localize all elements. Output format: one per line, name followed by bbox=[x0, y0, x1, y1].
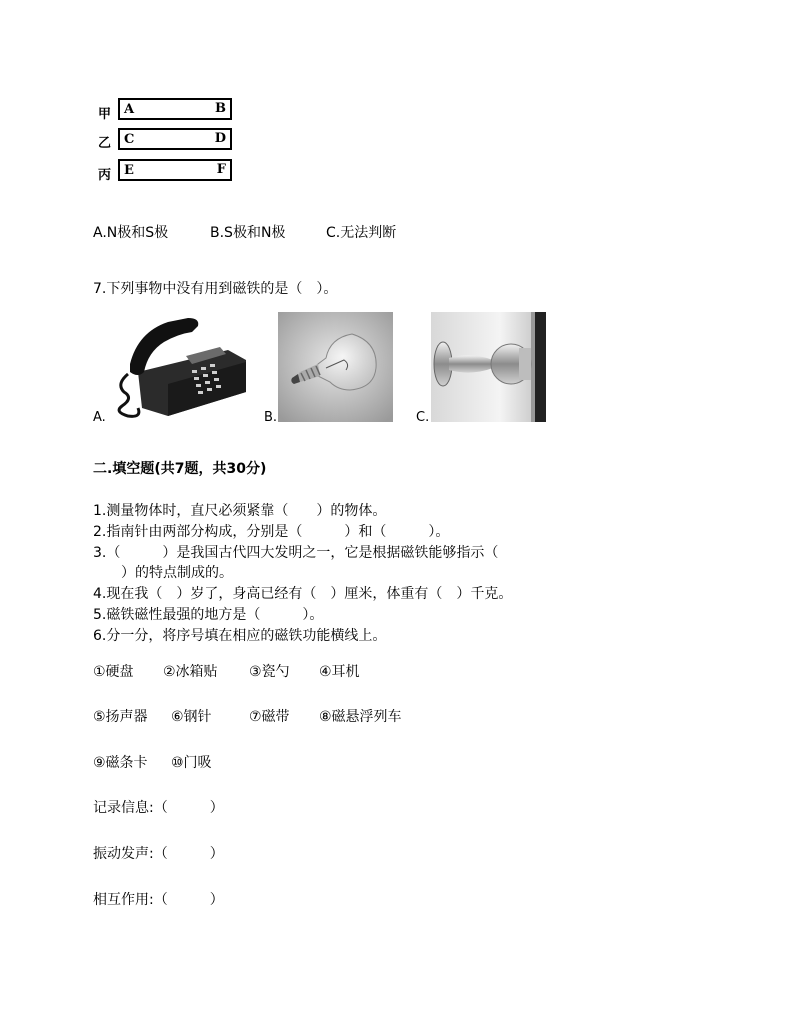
section-title: 二.填空题(共7题，共30分) bbox=[93, 461, 267, 477]
list-item: ①硬盘 bbox=[93, 664, 134, 680]
pole-label: B bbox=[215, 101, 226, 116]
blank-interaction: 相互作用:（ ） bbox=[93, 892, 224, 908]
list-item: ④耳机 bbox=[319, 664, 360, 680]
pole-label: C bbox=[124, 132, 135, 147]
pole-label: F bbox=[216, 162, 226, 177]
list-item: ⑥钢针 bbox=[171, 709, 212, 725]
option-c: C.无法判断 bbox=[326, 225, 397, 241]
pic-label-a: A. bbox=[93, 410, 106, 425]
list-item: ③瓷勺 bbox=[249, 664, 290, 680]
door-stopper-image bbox=[431, 312, 546, 422]
pole-label: A bbox=[124, 102, 135, 117]
fill-question-2: 2.指南针由两部分构成，分别是（ ）和（ ）。 bbox=[93, 524, 450, 540]
list-item: ⑧磁悬浮列车 bbox=[319, 709, 402, 725]
blank-vibration-sound: 振动发声:（ ） bbox=[93, 846, 224, 862]
bar-name-yi: 乙 bbox=[98, 136, 112, 151]
bar-name-bing: 丙 bbox=[98, 168, 112, 183]
list-item: ⑦磁带 bbox=[249, 709, 290, 725]
fill-question-5: 5.磁铁磁性最强的地方是（ ）。 bbox=[93, 607, 324, 623]
pole-label: E bbox=[124, 163, 134, 178]
list-item: ⑨磁条卡 bbox=[93, 755, 148, 771]
fill-question-4: 4.现在我（ ）岁了，身高已经有（ ）厘米，体重有（ ）千克。 bbox=[93, 586, 513, 602]
fill-question-3-cont: ）的特点制成的。 bbox=[93, 565, 233, 581]
pic-label-b: B. bbox=[264, 410, 278, 425]
pole-label: D bbox=[214, 131, 226, 146]
fill-question-3: 3.（ ）是我国古代四大发明之一，它是根据磁铁能够指示（ bbox=[93, 545, 499, 561]
telephone-image bbox=[108, 312, 250, 424]
question-7: 7.下列事物中没有用到磁铁的是（ ）。 bbox=[93, 281, 338, 297]
pic-label-c: C. bbox=[416, 410, 430, 425]
option-b: B.S极和N极 bbox=[210, 225, 286, 241]
magnet-bar-jia bbox=[118, 98, 232, 120]
light-bulb-image bbox=[278, 312, 393, 422]
option-a: A.N极和S极 bbox=[93, 225, 169, 241]
list-item: ⑩门吸 bbox=[171, 755, 212, 771]
fill-question-6: 6.分一分，将序号填在相应的磁铁功能横线上。 bbox=[93, 628, 387, 644]
fill-question-1: 1.测量物体时，直尺必须紧靠（ ）的物体。 bbox=[93, 503, 387, 519]
magnet-bar-yi bbox=[118, 128, 232, 150]
bar-name-jia: 甲 bbox=[98, 107, 112, 122]
magnet-bar-bing bbox=[118, 159, 232, 181]
blank-record-info: 记录信息:（ ） bbox=[93, 800, 224, 816]
list-item: ⑤扬声器 bbox=[93, 709, 148, 725]
list-item: ②冰箱贴 bbox=[163, 664, 218, 680]
